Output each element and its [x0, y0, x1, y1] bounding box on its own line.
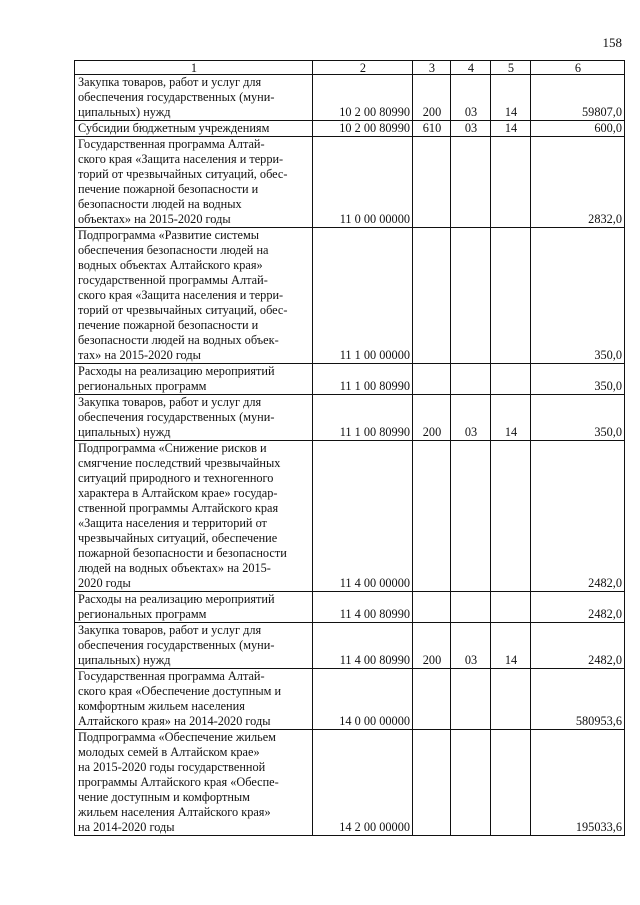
expense-name-line: чрезвычайных ситуаций, обеспечение [78, 531, 278, 545]
header-row [75, 61, 625, 75]
column-header: 4 [451, 61, 491, 75]
expense-name [75, 121, 313, 137]
section-code [451, 441, 491, 592]
expense-name-line: обеспечения государственных (муни- [78, 638, 275, 652]
expense-name-line: ципальных) нужд [78, 653, 171, 667]
table-row [75, 364, 625, 395]
expense-name [75, 730, 313, 836]
expense-name-line: объектах» на 2015-2020 годы [78, 212, 231, 226]
expense-name-line: водных объектах Алтайского края» [78, 258, 263, 272]
table-row [75, 669, 625, 730]
expense-type [413, 228, 451, 364]
expense-name-line: ципальных) нужд [78, 105, 171, 119]
expense-name-line: характера в Алтайском крае» государ- [78, 486, 278, 500]
expense-name-line: пожарной безопасности и безопасности [78, 546, 287, 560]
expense-name [75, 441, 313, 592]
target-code: 11 1 00 80990 [313, 364, 413, 395]
amount: 350,0 [531, 364, 625, 395]
expense-name-line: печение пожарной безопасности и [78, 318, 259, 332]
table-row [75, 137, 625, 228]
table-row [75, 730, 625, 836]
expense-name-line: на 2015-2020 годы государственной [78, 760, 266, 774]
section-code [451, 730, 491, 836]
expense-name-line: Подпрограмма «Снижение рисков и [78, 441, 267, 455]
section-code: 03 [451, 395, 491, 441]
expense-type [413, 137, 451, 228]
expense-name-line: программы Алтайского края «Обеспе- [78, 775, 279, 789]
target-code: 11 4 00 00000 [313, 441, 413, 592]
subsection-code: 14 [491, 75, 531, 121]
expense-name-line: безопасности людей на водных [78, 197, 242, 211]
subsection-code: 14 [491, 121, 531, 137]
expense-name-line: ского края «Защита населения и терри- [78, 288, 284, 302]
expense-type [413, 730, 451, 836]
expense-name-line: Субсидии бюджетным учреждениям [78, 121, 270, 135]
expense-name-line: «Защита населения и территорий от [78, 516, 267, 530]
expense-type [413, 441, 451, 592]
amount: 580953,6 [531, 669, 625, 730]
expense-name-line: Закупка товаров, работ и услуг для [78, 75, 262, 89]
expense-name-line: Государственная программа Алтай- [78, 669, 265, 683]
target-code: 14 2 00 00000 [313, 730, 413, 836]
expense-name-line: ципальных) нужд [78, 425, 171, 439]
subsection-code [491, 137, 531, 228]
expense-name-line: торий от чрезвычайных ситуаций, обес- [78, 303, 288, 317]
expense-name-line: на 2014-2020 годы [78, 820, 175, 834]
section-code [451, 592, 491, 623]
section-code [451, 669, 491, 730]
subsection-code [491, 669, 531, 730]
expense-name-line: комфортным жильем населения [78, 699, 245, 713]
expense-name-line: Алтайского края» на 2014-2020 годы [78, 714, 271, 728]
expense-name-line: региональных программ [78, 607, 207, 621]
amount: 600,0 [531, 121, 625, 137]
section-code: 03 [451, 121, 491, 137]
section-code [451, 137, 491, 228]
expense-name-line: Подпрограмма «Обеспечение жильем [78, 730, 276, 744]
expense-name [75, 623, 313, 669]
subsection-code [491, 228, 531, 364]
expense-name [75, 137, 313, 228]
target-code: 10 2 00 80990 [313, 121, 413, 137]
target-code: 14 0 00 00000 [313, 669, 413, 730]
expense-name [75, 592, 313, 623]
expense-type [413, 669, 451, 730]
page-number: 158 [602, 35, 622, 50]
target-code: 11 0 00 00000 [313, 137, 413, 228]
expense-name-line: печение пожарной безопасности и [78, 182, 259, 196]
expense-name-line: государственной программы Алтай- [78, 273, 268, 287]
amount: 59807,0 [531, 75, 625, 121]
table-body [75, 75, 625, 836]
expense-name-line: региональных программ [78, 379, 207, 393]
target-code: 11 1 00 00000 [313, 228, 413, 364]
column-header: 3 [413, 61, 451, 75]
expense-name-line: людей на водных объектах» на 2015- [78, 561, 271, 575]
amount: 350,0 [531, 228, 625, 364]
subsection-code: 14 [491, 623, 531, 669]
subsection-code [491, 441, 531, 592]
expense-name-line: Государственная программа Алтай- [78, 137, 265, 151]
table-row [75, 441, 625, 592]
expense-name-line: смягчение последствий чрезвычайных [78, 456, 281, 470]
section-code: 03 [451, 623, 491, 669]
table-row [75, 228, 625, 364]
table-row [75, 395, 625, 441]
section-code: 03 [451, 75, 491, 121]
expense-name-line: Закупка товаров, работ и услуг для [78, 623, 262, 637]
expense-name [75, 364, 313, 395]
column-header: 2 [313, 61, 413, 75]
section-code [451, 228, 491, 364]
expense-name [75, 75, 313, 121]
expense-type: 200 [413, 75, 451, 121]
expense-type: 200 [413, 395, 451, 441]
subsection-code [491, 592, 531, 623]
amount: 2482,0 [531, 623, 625, 669]
amount: 2832,0 [531, 137, 625, 228]
budget-table [74, 60, 625, 836]
target-code: 11 4 00 80990 [313, 623, 413, 669]
expense-name-line: ственной программы Алтайского края [78, 501, 279, 515]
expense-name [75, 395, 313, 441]
expense-name [75, 669, 313, 730]
amount: 2482,0 [531, 441, 625, 592]
expense-name-line: обеспечения безопасности людей на [78, 243, 269, 257]
expense-type: 610 [413, 121, 451, 137]
expense-name-line: торий от чрезвычайных ситуаций, обес- [78, 167, 288, 181]
subsection-code [491, 364, 531, 395]
amount: 195033,6 [531, 730, 625, 836]
expense-type [413, 592, 451, 623]
table-row [75, 623, 625, 669]
table-row [75, 121, 625, 137]
expense-name-line: тах» на 2015-2020 годы [78, 348, 201, 362]
target-code: 11 1 00 80990 [313, 395, 413, 441]
expense-name-line: 2020 годы [78, 576, 131, 590]
target-code: 10 2 00 80990 [313, 75, 413, 121]
expense-name-line: Расходы на реализацию мероприятий [78, 364, 275, 378]
expense-name-line: чение доступным и комфортным [78, 790, 250, 804]
expense-name [75, 228, 313, 364]
subsection-code: 14 [491, 395, 531, 441]
expense-name-line: молодых семей в Алтайском крае» [78, 745, 260, 759]
amount: 350,0 [531, 395, 625, 441]
expense-name-line: ситуаций природного и техногенного [78, 471, 274, 485]
expense-name-line: ского края «Защита населения и терри- [78, 152, 284, 166]
target-code: 11 4 00 80990 [313, 592, 413, 623]
table-row [75, 592, 625, 623]
expense-name-line: ского края «Обеспечение доступным и [78, 684, 282, 698]
subsection-code [491, 730, 531, 836]
expense-type: 200 [413, 623, 451, 669]
expense-name-line: Закупка товаров, работ и услуг для [78, 395, 262, 409]
table-row [75, 75, 625, 121]
expense-name-line: Расходы на реализацию мероприятий [78, 592, 275, 606]
column-header: 1 [75, 61, 313, 75]
expense-type [413, 364, 451, 395]
expense-name-line: безопасности людей на водных объек- [78, 333, 279, 347]
column-header: 5 [491, 61, 531, 75]
expense-name-line: жильем населения Алтайского края» [78, 805, 271, 819]
amount: 2482,0 [531, 592, 625, 623]
column-header: 6 [531, 61, 625, 75]
expense-name-line: Подпрограмма «Развитие системы [78, 228, 260, 242]
expense-name-line: обеспечения государственных (муни- [78, 410, 275, 424]
section-code [451, 364, 491, 395]
expense-name-line: обеспечения государственных (муни- [78, 90, 275, 104]
